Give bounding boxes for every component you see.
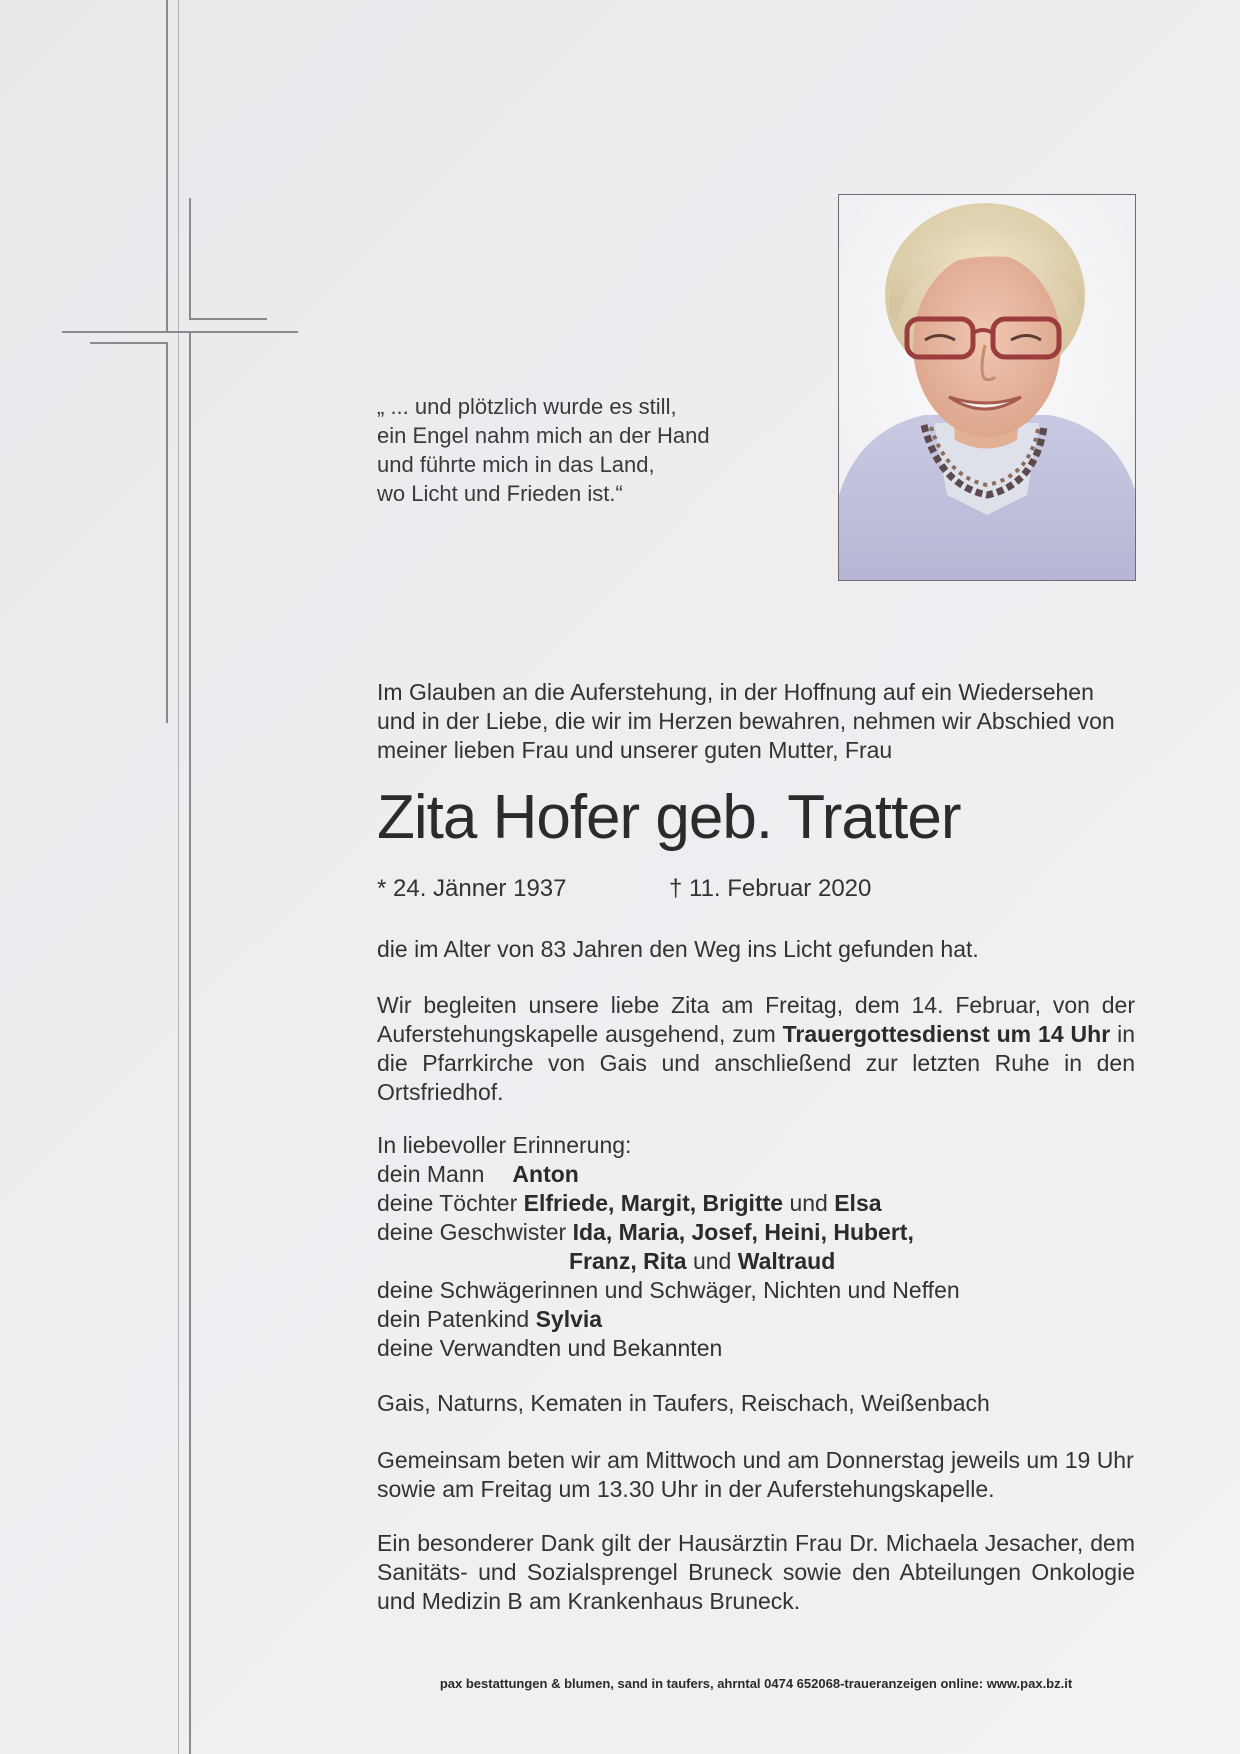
cross-vertical-line-right <box>189 332 191 1754</box>
siblings-names-line2: Franz, Rita <box>569 1248 687 1274</box>
godchild-name: Sylvia <box>535 1306 603 1332</box>
deceased-name: Zita Hofer geb. Tratter <box>377 783 961 852</box>
quote-line: und führte mich in das Land, <box>377 452 655 477</box>
siblings-label: deine Geschwister <box>377 1219 567 1245</box>
funeral-text-1: Wir begleiten unsere liebe Zita am Freitag, dem 14. Februar, von der Auferstehungskapelle ausgehend, zum <box>377 992 1135 1047</box>
portrait-photo-icon <box>839 195 1135 580</box>
funeral-text-2: in die Pfarrkirche von Gais und anschließend zur letzten Ruhe in den Ortsfriedhof. <box>377 1021 1135 1105</box>
daughters-label: deine Töchter <box>377 1190 518 1216</box>
family-row-siblings-cont <box>377 1247 1135 1276</box>
godchild-label: dein Patenkind <box>377 1306 530 1332</box>
portrait-photo <box>838 194 1136 581</box>
cross-horizontal-line-upper-right <box>189 318 267 320</box>
footer-imprint: pax bestattungen & blumen, sand in taufers, ahrntal 0474 652068-traueranzeigen online: www.pax.bz.it <box>439 1676 1073 1691</box>
daughters-names: Elfriede, Margit, Brigitte <box>523 1190 784 1216</box>
husband-label: dein Mann <box>377 1161 485 1187</box>
birth-date: * 24. Jänner 1937 <box>377 875 567 902</box>
family-row-daughters <box>377 1189 1135 1218</box>
siblings-names-line1: Ida, Maria, Josef, Heini, Hubert, <box>572 1219 914 1245</box>
cross-vertical-line-outer <box>178 0 179 1754</box>
funeral-time: Trauergottesdienst um 14 Uhr <box>782 1021 1111 1047</box>
family-row-godchild <box>377 1305 1135 1334</box>
cross-horizontal-line-top <box>62 331 298 333</box>
places-text: Gais, Naturns, Kematen in Taufers, Reischach, Weißenbach <box>377 1390 990 1416</box>
thanks-text: Ein besonderer Dank gilt der Hausärztin Frau Dr. Michaela Jesacher, dem Sanitäts- und Sozialsprengel Bruneck sowie den Abteilungen Onkologie und Medizin B am Krankenhaus Bruneck. <box>377 1530 1135 1614</box>
life-dates <box>377 874 1135 904</box>
death-date: † 11. Februar 2020 <box>669 875 872 902</box>
quote-line: wo Licht und Frieden ist.“ <box>377 481 623 506</box>
quote-line: „ ... und plötzlich wurde es still, <box>377 394 677 419</box>
quote <box>377 392 797 508</box>
quote-line: ein Engel nahm mich an der Hand <box>377 423 710 448</box>
family-row-siblings <box>377 1218 1135 1247</box>
funeral-info <box>377 991 1135 1107</box>
intro-text: Im Glauben an die Auferstehung, in der Hoffnung auf ein Wiedersehen und in der Liebe, die wir im Herzen bewahren, nehmen wir Abschied von meiner lieben Frau und unserer guten Mutter, Frau <box>377 679 1115 763</box>
siblings-und: und <box>692 1248 732 1274</box>
family-row-relatives: deine Verwandten und Bekannten <box>377 1335 723 1361</box>
family-row-in-laws: deine Schwägerinnen und Schwäger, Nichten und Neffen <box>377 1277 960 1303</box>
daughters-und: und <box>789 1190 828 1216</box>
husband-name: Anton <box>512 1161 579 1187</box>
family-list <box>377 1131 1135 1363</box>
cross-vertical-line-left-lower <box>166 343 168 723</box>
prayer-info: Gemeinsam beten wir am Mittwoch und am Donnerstag jeweils um 19 Uhr sowie am Freitag um 13.30 Uhr in der Auferstehungskapelle. <box>377 1447 1134 1502</box>
cross-horizontal-line-bottom-left <box>90 342 168 344</box>
age-text: die im Alter von 83 Jahren den Weg ins Licht gefunden hat. <box>377 936 979 962</box>
family-row-husband <box>377 1160 1135 1189</box>
family-heading: In liebevoller Erinnerung: <box>377 1132 632 1158</box>
daughters-last: Elsa <box>834 1190 882 1216</box>
siblings-last: Waltraud <box>737 1248 836 1274</box>
cross-vertical-line-left <box>166 0 168 332</box>
cross-vertical-line-right-upper <box>189 198 191 319</box>
